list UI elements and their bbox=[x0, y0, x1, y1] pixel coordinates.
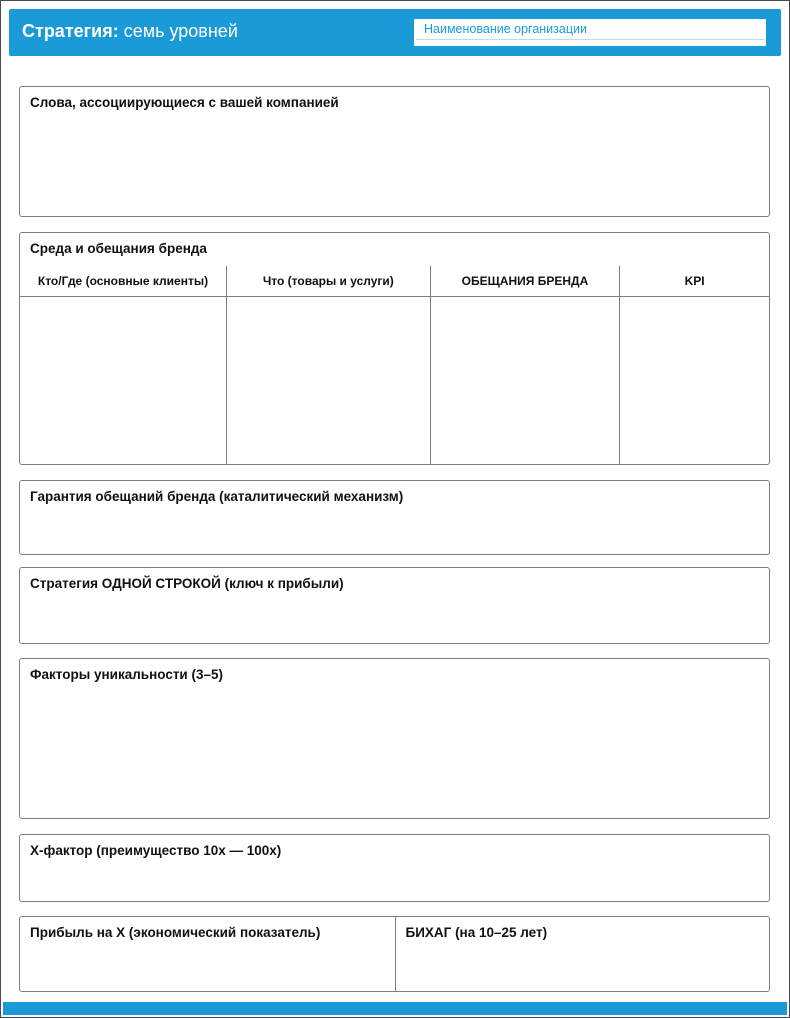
brand-col-header-brand-promises: ОБЕЩАНИЯ БРЕНДА bbox=[431, 266, 619, 297]
brand-col-body-what bbox=[227, 297, 430, 464]
brand-table-col-kpi bbox=[619, 266, 769, 464]
section-words bbox=[19, 86, 770, 217]
profit-bhag-split bbox=[20, 917, 769, 991]
brand-col-body-brand-promises bbox=[431, 297, 619, 464]
section-profit-bhag bbox=[19, 916, 770, 992]
section-one-phrase-label: Стратегия ОДНОЙ СТРОКОЙ (ключ к прибыли) bbox=[30, 576, 344, 591]
brand-promises-table bbox=[20, 266, 769, 464]
brand-table-col-who-where bbox=[20, 266, 226, 464]
section-differentiators-label: Факторы уникальности (3–5) bbox=[30, 667, 224, 682]
brand-table-col-what bbox=[226, 266, 430, 464]
section-x-factor bbox=[19, 834, 770, 902]
bhag-cell bbox=[395, 917, 770, 991]
brand-col-header-kpi: KPI bbox=[620, 266, 769, 297]
header-bar bbox=[9, 9, 781, 56]
org-name-label: Наименование организации bbox=[416, 19, 764, 40]
brand-col-header-who-where: Кто/Где (основные клиенты) bbox=[20, 266, 226, 297]
profit-per-x-cell bbox=[20, 917, 395, 991]
section-guarantee-label: Гарантия обещаний бренда (каталитический механизм) bbox=[30, 489, 404, 504]
section-differentiators bbox=[19, 658, 770, 819]
section-guarantee bbox=[19, 480, 770, 555]
page-title-regular: семь уровней bbox=[123, 21, 238, 41]
section-brand-promises bbox=[19, 232, 770, 465]
section-one-phrase-strategy bbox=[19, 567, 770, 644]
brand-table-col-brand-promises bbox=[430, 266, 619, 464]
brand-col-body-who-where bbox=[20, 297, 226, 464]
page-title bbox=[22, 21, 238, 42]
footer-bar bbox=[3, 1002, 787, 1015]
section-x-factor-label: X-фактор (преимущество 10x — 100x) bbox=[30, 843, 282, 858]
section-words-label: Слова, ассоциирующиеся с вашей компанией bbox=[30, 95, 339, 110]
page-title-bold: Стратегия: bbox=[22, 21, 119, 41]
profit-per-x-label: Прибыль на X (экономический показатель) bbox=[30, 925, 321, 940]
brand-col-body-kpi bbox=[620, 297, 769, 464]
brand-col-header-what: Что (товары и услуги) bbox=[227, 266, 430, 297]
section-brand-label: Среда и обещания бренда bbox=[30, 241, 207, 256]
bhag-label: БИХАГ (на 10–25 лет) bbox=[405, 925, 548, 940]
org-name-input[interactable] bbox=[414, 19, 766, 46]
